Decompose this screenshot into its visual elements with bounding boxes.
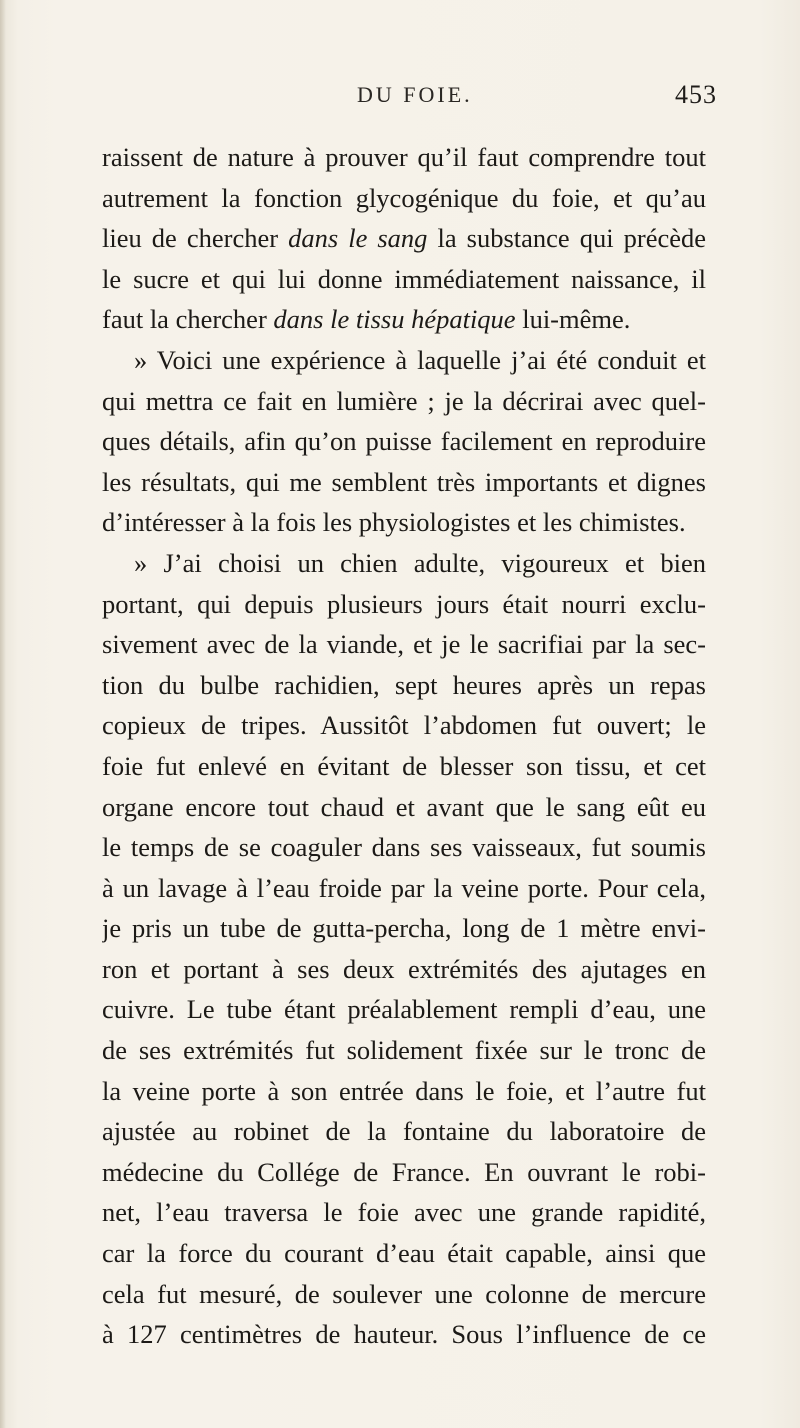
text-line: d’intéresser à la fois les physiologistes et les chimistes. [102,507,686,538]
italic-phrase: dans le sang [288,223,428,254]
text-line: qui mettra ce fait en lumière ; je la décrirai avec quel- [102,385,706,416]
text-line: faut la chercher dans le tissu hépatique lui-même. [102,304,631,335]
text-line: car la force du courant d’eau était capable, ainsi que [102,1238,706,1269]
text-line: net, l’eau traversa le foie avec une grande rapidité, [102,1197,706,1228]
text-line: la veine porte à son entrée dans le foie, et l’autre fut [102,1075,706,1106]
text-line: médecine du Collége de France. En ouvrant le robi- [102,1156,706,1187]
text-line: les résultats, qui me semblent très importants et dignes [102,466,706,497]
text-line: copieux de tripes. Aussitôt l’abdomen fut ouvert; le [102,710,706,741]
text-line: ron et portant à ses deux extrémités des ajutages en [102,953,706,984]
text-line: sivement avec de la viande, et je le sacrifiai par la sec- [102,629,706,660]
binding-edge [0,0,6,1428]
text-line: portant, qui depuis plusieurs jours était nourri exclu- [102,588,706,619]
text-line: à un lavage à l’eau froide par la veine porte. Pour cela, [102,872,706,903]
text-line: lieu de chercher dans le sang la substance qui précède [102,223,706,254]
text-line: le temps de se coaguler dans ses vaisseaux, fut soumis [102,832,706,863]
text-line: tion du bulbe rachidien, sept heures après un repas [102,669,706,700]
text-line: de ses extrémités fut solidement fixée sur le tronc de [102,1035,706,1066]
text-line: raissent de nature à prouver qu’il faut comprendre tout [102,142,706,172]
text-line: ajustée au robinet de la fontaine du laboratoire de [102,1116,706,1147]
page-number: 453 [675,80,717,109]
text-line: » Voici une expérience à laquelle j’ai été conduit et [134,344,706,375]
body-text [102,137,706,1355]
text-line: je pris un tube de gutta-percha, long de 1 mètre envi- [102,913,706,944]
text-line: autrement la fonction glycogénique du foie, et qu’au [102,182,706,213]
text-line: ques détails, afin qu’on puisse facilement en reproduire [102,426,706,457]
text-line: cela fut mesuré, de soulever une colonne de mercure [102,1278,706,1309]
running-title: DU FOIE. [357,82,473,107]
text-line: à 127 centimètres de hauteur. Sous l’influence de ce [102,1319,706,1350]
text-line: » J’ai choisi un chien adulte, vigoureux et bien [134,547,706,578]
text-line: le sucre et qui lui donne immédiatement naissance, il [102,263,706,294]
italic-phrase: dans le tissu hépatique [273,304,516,335]
text-line: cuivre. Le tube étant préalablement rempli d’eau, une [102,994,706,1025]
running-head [0,80,800,120]
text-line: foie fut enlevé en évitant de blesser son tissu, et cet [102,750,706,781]
text-line: organe encore tout chaud et avant que le sang eût eu [102,791,706,822]
